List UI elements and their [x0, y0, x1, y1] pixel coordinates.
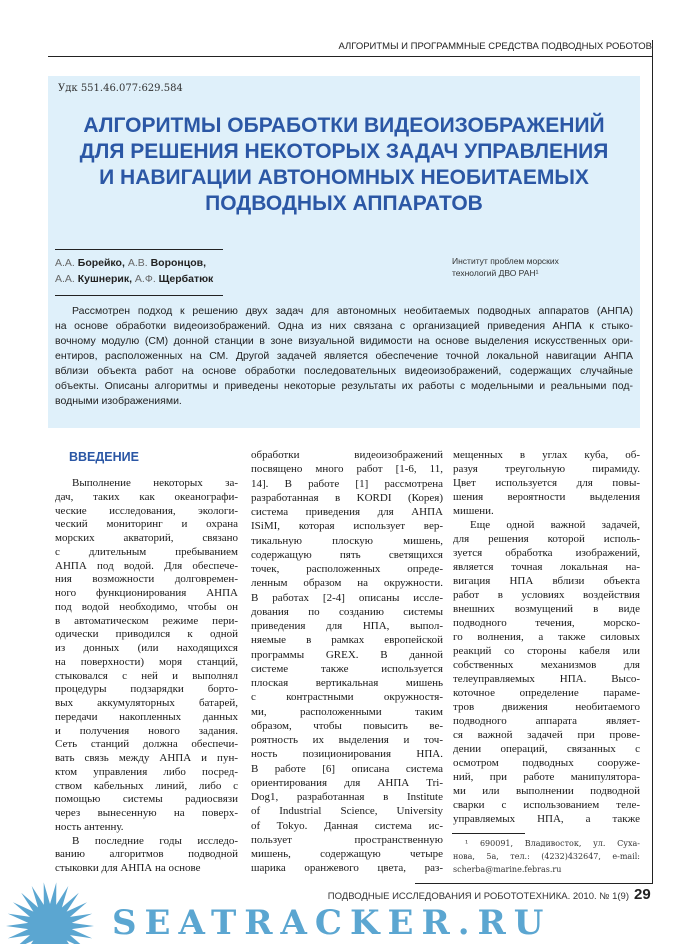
text-line: является точная локальная на-: [453, 561, 640, 573]
text-line: Еще одной важной задачей,: [470, 519, 640, 531]
author-name: Воронцов,: [150, 257, 206, 269]
article-title: [48, 113, 640, 217]
text-line: приведения для НПА, выпол-: [251, 620, 443, 632]
text-line: ность антенну.: [55, 820, 124, 833]
text-line: Dog1, разработанная в Institute: [251, 791, 443, 803]
text-line: дении операций, связанных с: [453, 743, 640, 755]
text-line: ми или выполнении подводной: [453, 785, 640, 797]
text-line: ванию алгоритмов подводной: [55, 848, 238, 861]
text-line: ческий мониторинг и охрана: [55, 518, 238, 531]
watermark-text: SEATRACKER.RU: [112, 903, 552, 943]
text-line: ктом управления либо посред-: [55, 765, 238, 778]
text-line: вых аккумуляторных батарей,: [55, 697, 238, 709]
author-name: Кушнерик,: [77, 272, 132, 285]
text-line: реакций со стороны кабеля или: [453, 645, 640, 657]
abstract-line: вблизи объекта работ на основе обработки последовательных видеоизображений, содержащих случайные: [55, 365, 633, 377]
text-line: системе также используется: [251, 662, 443, 675]
title-line: ДЛЯ РЕШЕНИЯ НЕКОТОРЫХ ЗАДАЧ УПРАВЛЕНИЯ: [79, 140, 609, 163]
text-line: на поверхности) моря станций,: [55, 655, 238, 668]
text-line: программы GREX. В данной: [251, 648, 443, 661]
text-line: в автоматическом режиме пери-: [55, 614, 238, 627]
text-line: ческие исследования, экологи-: [55, 504, 238, 517]
text-line: помощью системы радиосвязи: [55, 793, 238, 806]
text-line: зуется обработка изображений,: [453, 547, 640, 559]
text-line: образом, чтобы повысить ве-: [251, 719, 443, 732]
text-line: Сеть станций должна обеспечи-: [55, 738, 238, 751]
sun-logo-icon: [0, 878, 104, 944]
udk-code: Удк 551.46.077:629.584: [58, 83, 183, 94]
page-border-right: [652, 40, 653, 884]
abstract: [55, 304, 633, 409]
text-line: ся важной задачей при прове-: [453, 729, 640, 741]
text-line: АНПА под водой. Для обеспече-: [55, 559, 238, 572]
footnote-rule: [452, 833, 525, 834]
text-column-2: [251, 448, 443, 876]
author-initials: А.А.: [55, 257, 75, 269]
affiliation-line: Институт проблем морских: [452, 256, 559, 266]
text-line: няемые в рамках европейской: [251, 634, 443, 647]
text-line: с длительным пребыванием: [55, 545, 238, 558]
text-line: го волнения, а также силовых: [453, 631, 640, 643]
watermark: [0, 878, 689, 944]
text-line: мишень, содержащую четыре: [251, 848, 443, 860]
text-line: разуя треугольную пирамиду.: [453, 463, 640, 475]
text-line: ленным образом на окружности.: [251, 577, 443, 590]
text-line: В последние годы исследо-: [72, 834, 238, 847]
text-line: 14]. В работе [1] рассмотрена: [251, 477, 443, 490]
running-head: АЛГОРИТМЫ И ПРОГРАММНЫЕ СРЕДСТВА ПОДВОДНЫХ РОБОТОВ: [338, 41, 652, 52]
text-line: работ в условиях воздействия: [453, 589, 640, 601]
author-name: Борейко,: [77, 257, 125, 269]
abstract-line: вочному модулю (СМ) донной станции в зоне визуальной видимости на основе выделения искусственных ори-: [55, 335, 633, 347]
footnote: [453, 837, 640, 876]
text-line: содержащую пять светящихся: [251, 548, 443, 561]
text-line: вигация НПА вблизи объекта: [453, 575, 640, 587]
authors: [55, 256, 213, 287]
footnote-line: ¹ 690091, Владивосток, ул. Суха-: [465, 839, 640, 848]
footnote-line: scherba@marine.febras.ru: [453, 865, 562, 874]
text-line: подводного течения, морско-: [453, 617, 640, 629]
text-line: подводного аппарата являет-: [453, 715, 640, 727]
text-line: Цвет используется для повы-: [453, 477, 640, 489]
text-line: управляемых НПА, а также: [453, 813, 640, 825]
affiliation: [452, 255, 559, 279]
text-line: стыковки для АНПА на основе: [55, 862, 201, 874]
journal-footer: ПОДВОДНЫЕ ИССЛЕДОВАНИЯ И РОБОТОТЕХНИКА. 2010. № 1(9): [327, 891, 629, 902]
text-line: собственных механизмов для: [453, 659, 640, 671]
author-initials: А.В.: [127, 257, 148, 269]
text-line: из донных (или находящихся: [55, 642, 238, 654]
text-line: внешних возмущений в виде: [453, 603, 640, 615]
sun-rays: [6, 882, 94, 944]
text-line: шения вероятности выделения: [453, 491, 640, 503]
author-initials: А.А.: [55, 272, 75, 285]
header-rule: [48, 56, 652, 57]
text-line: коточное определение параме-: [453, 687, 640, 699]
text-line: В работах [2-4] описаны иссле-: [251, 591, 443, 604]
text-line: ством кабельных линий, либо с: [55, 779, 238, 792]
text-line: точек, расположенных опреде-: [251, 563, 443, 575]
text-column-3: [453, 448, 640, 826]
text-line: разработанная в KORDI (Корея): [251, 491, 443, 504]
text-line: передачи накопленных данных: [55, 710, 238, 723]
text-line: морских акваторий, связано: [55, 532, 238, 544]
text-line: посвящено много работ [1-6, 11,: [251, 463, 443, 476]
text-line: обработки видеоизображений: [251, 449, 443, 461]
text-line: пользует пространственную: [251, 833, 443, 846]
text-line: роятность их выделения и точ-: [251, 734, 443, 746]
abstract-line: ентиров, расположенных на СМ. Другой задачей является обеспечение точной локальной навигации АНПА: [55, 350, 633, 362]
abstract-line: водными изображениями.: [55, 395, 182, 407]
text-line: система приведения для АНПА: [251, 506, 443, 518]
authors-rule-bottom: [55, 295, 223, 296]
text-line: вать связь между АНПА и пун-: [55, 752, 238, 764]
text-line: ния возможности долговремен-: [55, 573, 238, 586]
title-line: АЛГОРИТМЫ ОБРАБОТКИ ВИДЕОИЗОБРАЖЕНИЙ: [83, 114, 605, 137]
text-line: тров движения необитаемого: [453, 701, 640, 713]
section-heading: ВВЕДЕНИЕ: [69, 450, 139, 464]
text-line: дач, таких как океанографи-: [55, 490, 238, 503]
text-line: стыковался с ней и выполнял: [55, 669, 238, 682]
title-line: И НАВИГАЦИИ АВТОНОМНЫХ НЕОБИТАЕМЫХ: [99, 166, 589, 189]
abstract-line: на основе обработки видеоизображений. Одна из них связана с организацией приведения АНПА к стыко-: [55, 320, 633, 332]
text-line: процедуры подзарядки борто-: [55, 683, 238, 696]
author-initials: А.Ф.: [134, 272, 156, 285]
page-border-bottom: [415, 883, 653, 884]
page-number: 29: [634, 886, 651, 903]
footnote-line: нова, 5а, тел.: (4232)432647, e-mail:: [453, 852, 640, 861]
text-column-1: [55, 477, 238, 876]
affiliation-line: технологий ДВО РАН¹: [452, 268, 539, 278]
text-line: дования по созданию системы: [251, 605, 443, 618]
text-line: сварки с использованием теле-: [453, 799, 640, 811]
authors-rule-top: [55, 249, 223, 250]
text-line: для решения которой исполь-: [453, 533, 640, 545]
text-line: одически приводился к одной: [55, 628, 238, 641]
text-line: Выполнение некоторых за-: [72, 477, 238, 489]
text-line: тикальную плоскую мишень,: [251, 534, 443, 547]
text-line: под водой необходимо, чтобы он: [55, 600, 238, 613]
abstract-line: Рассмотрен подход к решению двух задач для автономных необитаемых подводных аппаратов (АНПА): [72, 305, 633, 317]
abstract-line: объекты. Описаны алгоритмы и приведены некоторые результаты их работы с модельными и реальными под-: [55, 380, 633, 392]
text-line: ми, расположенными таким: [251, 705, 443, 718]
text-line: через вынесенную на поверх-: [55, 807, 238, 819]
text-line: плоская вертикальная мишень: [251, 677, 443, 689]
text-line: осмотром подводных сооруже-: [453, 757, 640, 769]
text-line: и получения нового задания.: [55, 724, 238, 737]
title-line: ПОДВОДНЫХ АППАРАТОВ: [205, 192, 483, 215]
text-line: мещенных в углах куба, об-: [453, 449, 640, 461]
text-line: of Tokyo. Данная система ис-: [251, 819, 443, 832]
text-line: ность позиционирования НПА.: [251, 748, 443, 761]
text-line: шарика оранжевого цвета, раз-: [251, 862, 443, 875]
text-line: В работе [6] описана система: [251, 762, 443, 775]
author-name: Щербатюк: [158, 272, 214, 285]
text-line: ISiMI, которая использует вер-: [251, 520, 443, 533]
text-line: телеуправляемых НПА. Высо-: [453, 673, 640, 685]
text-line: с контрастными окружностя-: [251, 691, 443, 704]
text-line: ориентирования для АНПА Tri-: [251, 776, 443, 789]
text-line: мишени.: [453, 505, 494, 517]
text-line: ний, при работе манипулятора-: [453, 771, 640, 783]
text-line: ного функционирования АНПА: [55, 587, 238, 599]
text-line: of Industrial Science, University: [251, 805, 443, 818]
